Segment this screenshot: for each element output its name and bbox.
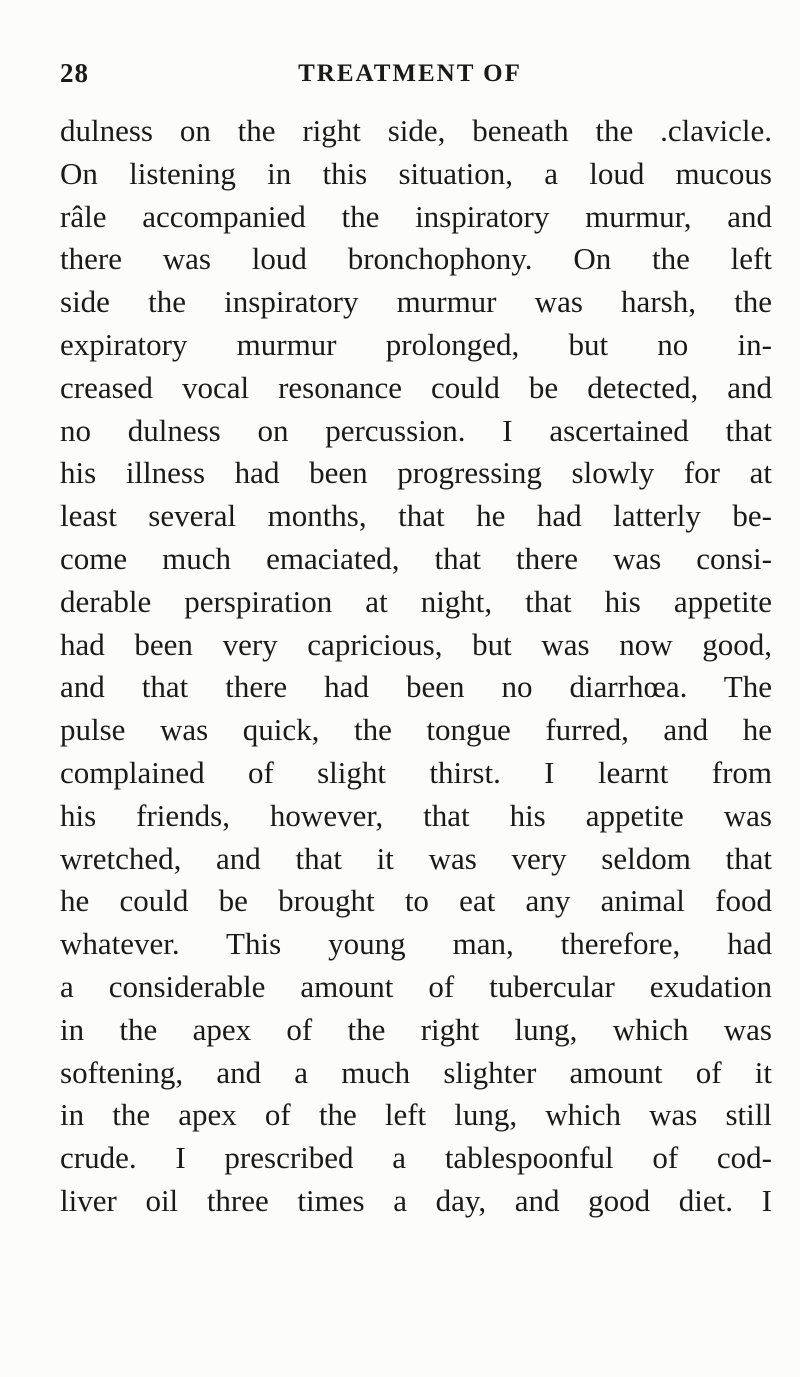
text-line: come much emaciated, that there was consi- [60,540,772,576]
text-line: in the apex of the left lung, which was still [60,1097,772,1133]
text-line: a considerable amount of tubercular exudation [60,968,772,1004]
text-line: whatever. This young man, therefore, had [60,926,772,962]
text-line: râle accompanied the inspiratory murmur, and [60,198,772,234]
text-line: side the inspiratory murmur was harsh, the [60,284,772,320]
text-line: wretched, and that it was very seldom that [60,840,772,876]
page-number: 28 [60,58,89,88]
text-line: pulse was quick, the tongue furred, and he [60,712,772,748]
text-line: expiratory murmur prolonged, but no in- [60,326,772,362]
text-line: softening, and a much slighter amount of it [60,1054,772,1090]
running-head-title: TREATMENT OF [298,60,522,87]
text-line: least several months, that he had latterly be- [60,498,772,534]
text-line: creased vocal resonance could be detected, and [60,369,772,405]
text-line: crude. I prescribed a tablespoonful of cod- [60,1140,772,1176]
text-line: derable perspiration at night, that his appetite [60,583,772,619]
text-line: there was loud bronchophony. On the left [60,241,772,277]
text-line: and that there had been no diarrhœa. The [60,669,772,705]
text-line: no dulness on percussion. I ascertained that [60,412,772,448]
text-line: liver oil three times a day, and good diet. I [60,1182,772,1218]
body-text [60,110,772,1223]
text-line: On listening in this situation, a loud mucous [60,155,772,191]
text-line: had been very capricious, but was now good, [60,626,772,662]
running-head [60,58,760,94]
text-line: in the apex of the right lung, which was [60,1011,772,1047]
text-line: his illness had been progressing slowly for at [60,455,772,491]
text-line: his friends, however, that his appetite was [60,797,772,833]
text-line: he could be brought to eat any animal food [60,883,772,919]
text-line: complained of slight thirst. I learnt from [60,754,772,790]
text-line: dulness on the right side, beneath the .clavicle. [60,113,772,148]
